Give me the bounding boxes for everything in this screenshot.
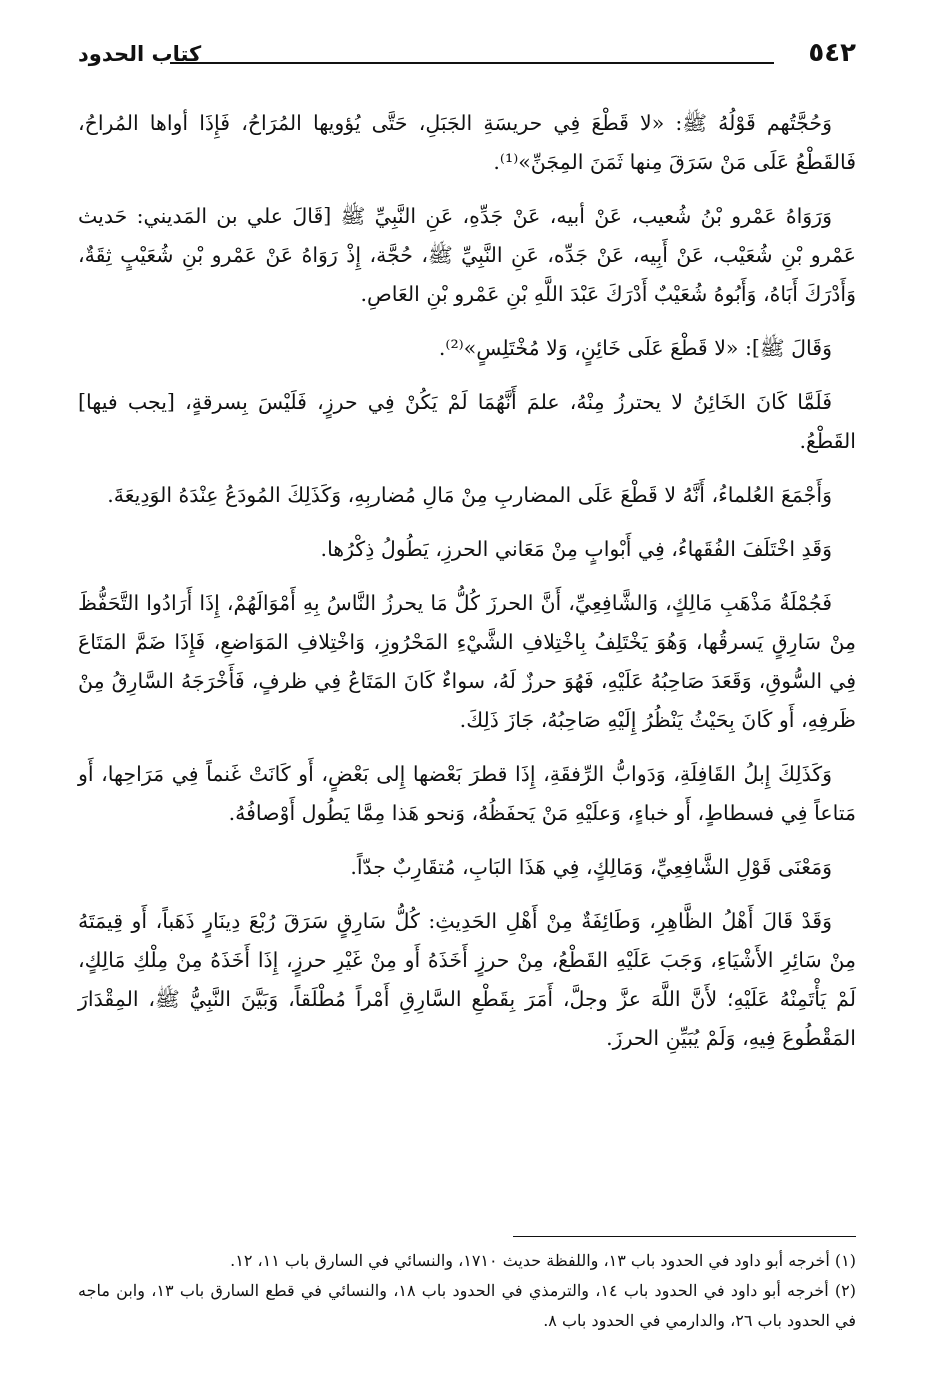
paragraph: وَقَدِ اخْتَلَفَ الفُقَهاءُ، فِي أَبْوابٍ مِنْ مَعَاني الحرزِ، يَطُولُ ذِكْرُها. — [320, 537, 832, 561]
footnote: (٢) أخرجه أبو داود في الحدود باب ١٤، والترمذي في الحدود باب ١٨، والنسائي في قطع السارق باب ١٣، وابن ماجه في الحدود باب ٢٦، والدارمي في الحدود باب ٨. — [78, 1281, 856, 1330]
footnotes — [78, 1246, 856, 1336]
footnote-divider — [513, 1236, 856, 1237]
page-header — [78, 38, 856, 72]
paragraph: وَرَوَاهُ عَمْرو بْنُ شُعيب، عَنْ أبيه، عَنْ جَدِّهِ، عَنِ النَّبِيِّ ﷺ [قَالَ علي بن المَديني: حَديث عَمْرو بْنِ شُعَيْب، عَنْ أَبِيه، عَنْ جَدِّه، عَنِ النَّبِيِّ ﷺ، حُجَّة، إِذْ رَوَاهُ عَنْ عَمْرو بْنِ شُعَيْبٍ ثِقَةٌ، وَأَدْرَكَ أَبَاهُ، وَأَبُوهُ شُعَيْبٌ أَدْرَكَ عَبْدَ اللَّهِ بْنِ عَمْرو بْنِ العَاصِ. — [78, 204, 856, 306]
page-number: ٥٤٢ — [808, 38, 856, 68]
paragraph: وَكَذَلِكَ إِبلُ القَافِلَةِ، وَدَوابُّ الرِّفقَةِ، إِذَا قطرَ بَعْضها إِلى بَعْضٍ، أَو كَانَتْ غَنماً فِي مَرَاحِها، أَو مَتاعاً فِي فسطاطٍ، أَو خباءٍ، وَعلَيْهِ مَنْ يَحفَظُهُ، وَنحو هَذا مِمَّا يَطُول أَوْصافُهُ. — [78, 762, 856, 825]
main-text — [78, 104, 856, 1073]
header-rule — [170, 62, 774, 64]
paragraph: وَأَجْمَعَ العُلماءُ، أَنَّهُ لا قَطْعَ عَلَى المضاربِ مِنْ مَالِ مُضاربِهِ، وَكَذَلِكَ المُودَعُ عِنْدَهُ الوَدِيعَةَ. — [107, 483, 832, 507]
paragraph: وَحُجَّتُهم قَوْلُهُ ﷺ: «لا قَطْعَ فِي حريسَةِ الجَبَلِ، حَتَّى يُؤويها المُرَاحُ، فَإِذَا أواها المُراحُ، فَالقَطْعُ عَلَى مَنْ سَرَقَ مِنها ثَمَنَ المِجَنِّ»⁽¹⁾. — [78, 111, 856, 174]
paragraph: وَقَدْ قَالَ أَهْلُ الظَّاهِرِ، وَطَائِفَةٌ مِنْ أَهْلِ الحَدِيثِ: كُلُّ سَارِقٍ سَرَقَ رُبْعَ دِينَارٍ ذَهَباً، أَو قِيمَتَهُ مِنْ سَائِرِ الأَشْيَاءِ، وَجَبَ عَلَيْهِ القَطْعُ، مِنْ حرزٍ أَخَذَهُ أَو مِنْ غَيْرِ حرزٍ، إِذَا أَخَذَهُ مِنْ مِلْكِ مَالِكٍ، لَمْ يَأْتَمِنْهُ عَلَيْهِ؛ لأَنَّ اللَّهَ عزَّ وجلَّ، أَمَرَ بِقَطْعِ السَّارِقِ أَمْراً مُطْلَقاً، وَبَيَّنَ النَّبِيُّ ﷺ، المِقْدَارَ المَقْطُوعَ فِيهِ، وَلَمْ يُبَيِّنِ الحرزَ. — [78, 909, 856, 1050]
paragraph: وَمَعْنَى قَوْلِ الشَّافِعِيِّ، وَمَالِكٍ، فِي هَذَا البَابِ، مُتقَارِبٌ جدّاً. — [350, 855, 832, 879]
paragraph: وَقَالَ ﷺ]: «لا قَطْعَ عَلَى خَائِنٍ، وَلا مُخْتَلِسٍ»⁽²⁾. — [438, 336, 832, 360]
footnote: (١) أخرجه أبو داود في الحدود باب ١٣، واللفظة حديث ١٧١٠، والنسائي في السارق باب ١١، ١٢. — [230, 1251, 856, 1270]
paragraph: فَلَمَّا كَانَ الخَائِنُ لا يحترزُ مِنْهُ، علمَ أَنَّهُمَا لَمْ يَكُنْ فِي حرزٍ، فَلَيْسَ بِسرقةٍ، [يجب فيها] القَطْعُ. — [78, 390, 856, 453]
chapter-title: كتاب الحدود — [78, 42, 202, 66]
paragraph: فَجُمْلَةُ مَذْهَبِ مَالِكٍ، وَالشَّافِعِيِّ، أَنَّ الحرزَ كُلُّ مَا يحرزُ النَّاسُ بِهِ أَمْوَالَهُمْ، إِذَا أَرَادُوا التَّحَفُّظَ مِنْ سَارِقٍ يَسرقُها، وَهُوَ يَخْتَلِفُ بِاخْتِلافِ الشَّيْءِ المَحْرُوزِ، وَاخْتِلافِ المَوَاضعِ، فَإِذَا ضَمَّ المَتَاعَ فِي السُّوقِ، وَقَعَدَ صَاحِبُهُ عَلَيْهِ، فَهُوَ حرزٌ لَهُ، سواءٌ كَانَ المَتَاعُ فِي ظرفٍ، فَأَخْرَجَهُ السَّارِقُ مِنْ ظَرفِهِ، أَو كَانَ بِحَيْثُ يَنْظُرُ إِلَيْهِ صَاحِبُهُ، جَازَ ذَلِكَ. — [78, 591, 856, 732]
